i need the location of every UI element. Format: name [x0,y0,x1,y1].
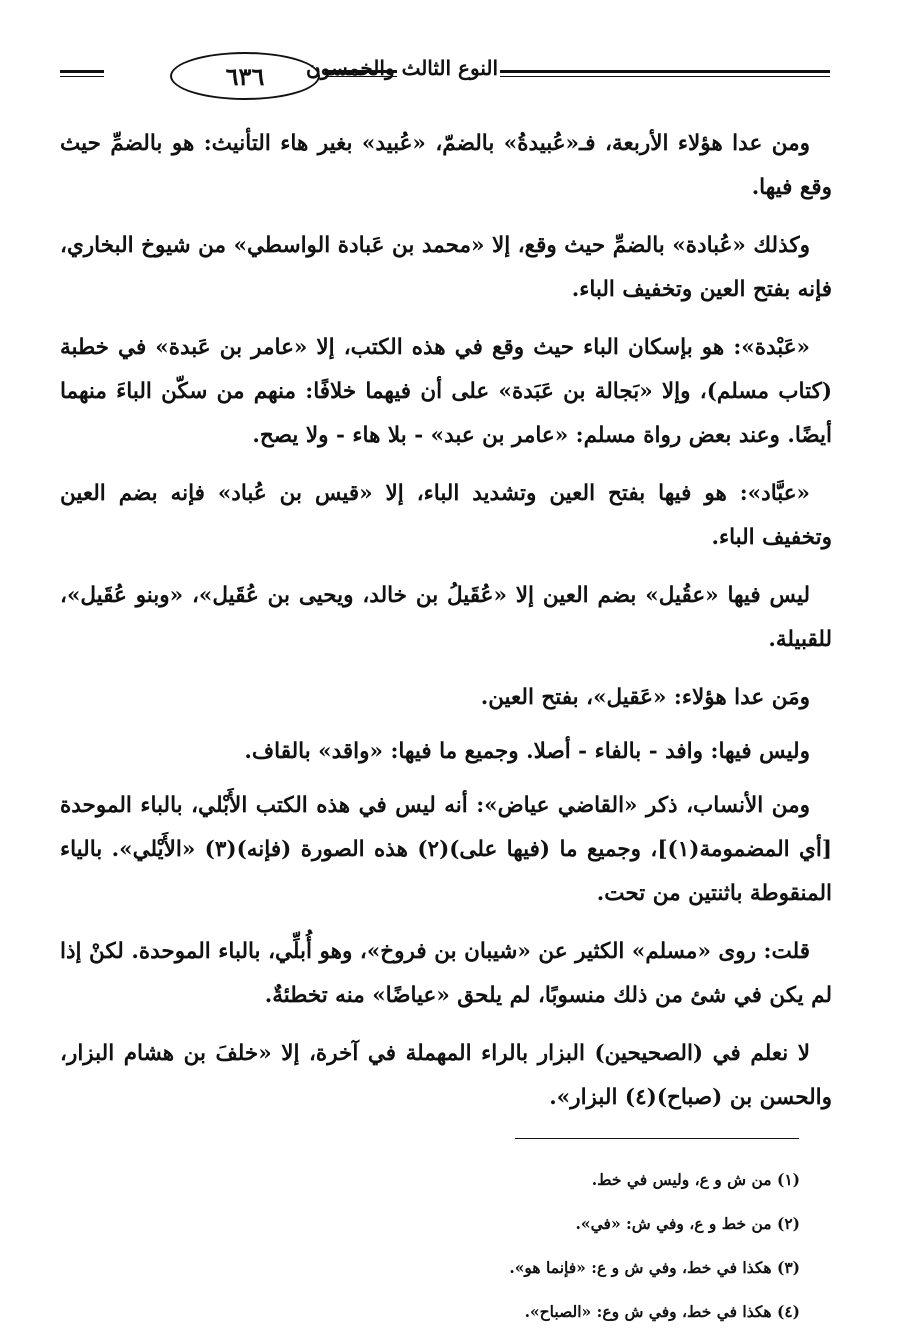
paragraph: وكذلك «عُبادة» بالضمِّ حيث وقع، إلا «محمد بن عَبادة الواسطي» من شيوخ البخاري، فإنه بفتح العين وتخفيف الباء. [60,233,832,302]
paragraph: ومن عدا هؤلاء الأربعة، فـ«عُبيدةُ» بالضمّ، «عُبيد» بغير هاء التأنيث: هو بالضمِّ حيث وقع فيها. [60,131,832,200]
footnote-separator [515,1138,799,1139]
page-number: ٦٣٦ [225,61,265,91]
footnote: (٤) هكذا في خط، وفي ش وع: «الصباح». [524,1302,800,1321]
paragraph: قلت: روى «مسلم» الكثير عن «شيبان بن فروخ»، وهو أُبلِّي، بالباء الموحدة. لكنْ إذا لم يكن في شئ من ذلك منسوبًا، لم يلحق «عياضًا» منه تخطئةٌ. [60,939,832,1008]
paragraph: ومن الأنساب، ذكر «القاضي عياض»: أنه ليس في هذه الكتب الأَبْلي، بالباء الموحدة [أي المضمومة(١)]، وجميع ما (فيها على)(٢) هذه الصورة (فإنه)(٣) «الأَيْلي». بالياء المنقوطة باثنتين من تحت. [60,793,833,906]
paragraph: وليس فيها: وافد - بالفاء - أصلا. وجميع ما فيها: «واقد» بالقاف. [244,739,810,764]
main-text [60,122,832,1134]
paragraph: لا نعلم في (الصحيحين) البزار بالراء المهملة في آخرة، إلا «خلفَ بن هشام البزار، والحسن بن (صباح)(٤) البزار». [60,1041,832,1110]
footnote: (٢) من خط و ع، وفي ش: «في». [575,1214,800,1233]
running-title: النوع الثالث والخمسون [305,56,498,80]
paragraph: «عبَّاد»: هو فيها بفتح العين وتشديد الباء، إلا «قيس بن عُباد» فإنه بضم العين وتخفيف الباء. [60,481,832,550]
header-rule-right [500,70,830,77]
header-rule-left [60,70,104,77]
footnote: (٣) هكذا في خط، وفي ش و ع: «فإنما هو». [509,1258,800,1277]
page-header [60,48,830,104]
page-number-oval [170,52,320,100]
footnote: (١) من ش و ع، وليس في خط. [591,1170,800,1189]
paragraph: ليس فيها «عقُيل» بضم العين إلا «عُقَيلُ بن خالد، ويحيى بن عُقَيل»، «وبنو عُقَيل»، للقبيلة. [60,583,832,652]
footnotes [100,1158,800,1334]
paragraph: «عَبْدة»: هو بإسكان الباء حيث وقع في هذه الكتب، إلا «عامر بن عَبدة» في خطبة (كتاب مسلم)، وإلا «بَجالة بن عَبَدة» على أن فيهما خلافًا: منهم من سكّن الباءَ منهما أيضًا. وعند بعض رواة مسلم: «عامر بن عبد» - بلا هاء - ولا يصح. [60,335,832,448]
paragraph: ومَن عدا هؤلاء: «عَقيل»، بفتح العين. [480,685,810,710]
